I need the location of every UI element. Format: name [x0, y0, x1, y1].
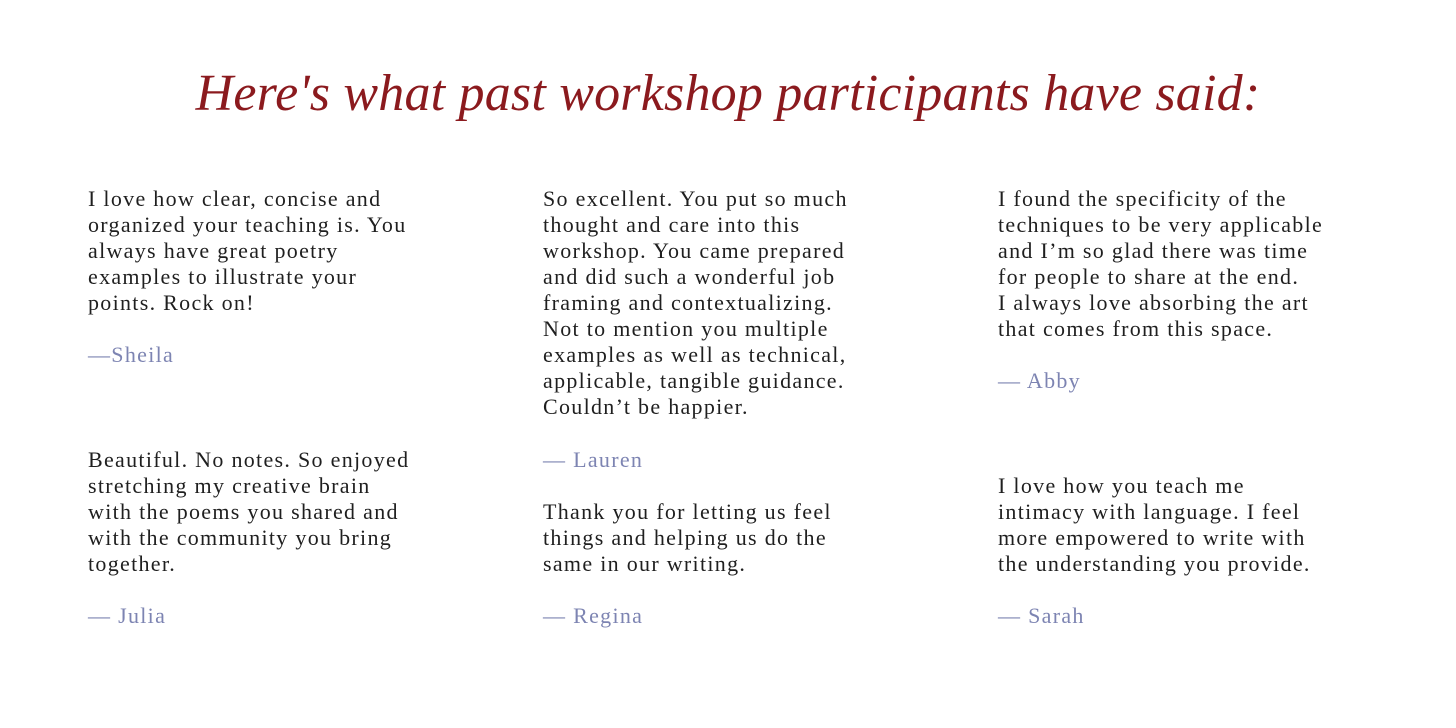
testimonial-author: — Regina — [543, 603, 644, 628]
testimonial-quote: Beautiful. No notes. So enjoyed stretching my creative brain with the poems you shared and with the community you bring together. — [88, 447, 410, 576]
testimonial-regina — [543, 499, 923, 628]
testimonial-quote: Thank you for letting us feel things and helping us do the same in our writing. — [543, 499, 832, 576]
testimonial-quote: I found the specificity of the techniques to be very applicable and I’m so glad there was time for people to share at the end. I always love absorbing the art that comes from this space. — [998, 186, 1324, 341]
testimonial-author: —Sheila — [88, 342, 175, 367]
testimonial-lauren — [543, 186, 923, 472]
testimonial-quote: I love how clear, concise and organized your teaching is. You always have great poetry examples to illustrate your points. Rock on! — [88, 186, 407, 315]
testimonial-sheila — [88, 186, 468, 367]
testimonial-author: — Abby — [998, 368, 1081, 393]
testimonial-abby — [998, 186, 1378, 393]
testimonial-quote: So excellent. You put so much thought and care into this workshop. You came prepared and did such a wonderful job framing and contextualizing. Not to mention you multiple examples as well as technical, applicable, tangible guidance. Couldn’t be happier. — [543, 186, 848, 419]
testimonial-sarah — [998, 473, 1378, 628]
page-title: Here's what past workshop participants have said: — [195, 65, 1261, 122]
testimonial-author: — Sarah — [998, 603, 1085, 628]
testimonial-quote: I love how you teach me intimacy with language. I feel more empowered to write with the understanding you provide. — [998, 473, 1311, 576]
testimonial-julia — [88, 447, 468, 628]
testimonial-author: — Lauren — [543, 447, 644, 472]
testimonial-author: — Julia — [88, 603, 167, 628]
